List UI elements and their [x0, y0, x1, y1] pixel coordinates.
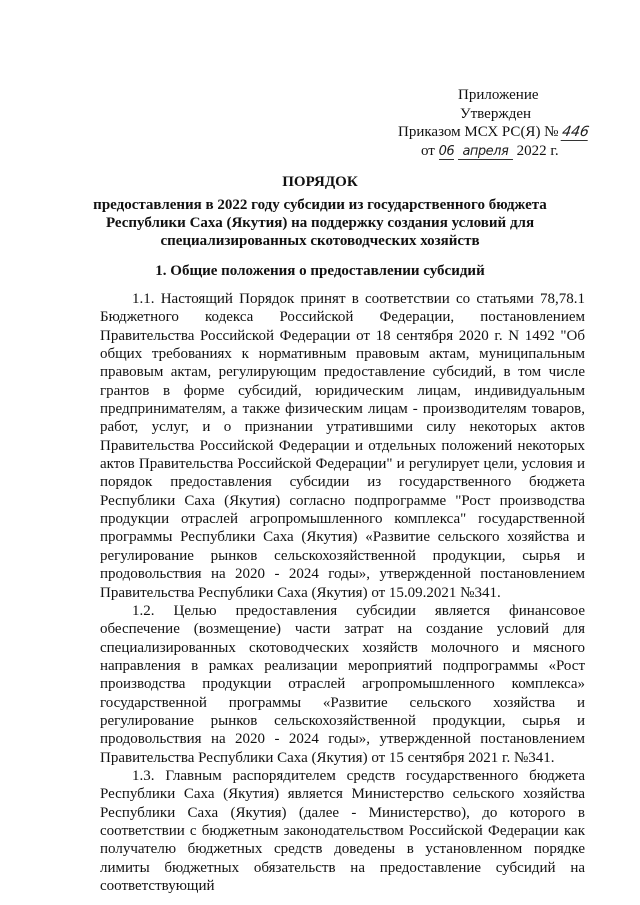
document-title: ПОРЯДОК — [282, 174, 358, 190]
date-day-handwritten: 06 — [438, 143, 455, 159]
document-subtitle-line-1: предоставления в 2022 году субсидии из государственного бюджета — [93, 197, 547, 213]
section-heading: 1. Общие положения о предоставлении субсидий — [155, 263, 485, 279]
date-month-handwritten: апреля — [458, 144, 513, 160]
paragraph-1-2: 1.2. Целью предоставления субсидии является финансовое обеспечение (возмещение) части затрат на создание условий для специализированных скотоводческих хозяйств молочного и мясного направления в рамках реализации мероприятий подпрограммы «Рост производства продукции отраслей агропромышленного комплекса» государственной программы «Развитие сельского хозяйства и регулирование рынков сельскохозяйственной продукции, сырья и продовольствия на 2020 - 2024 годы», утвержденной постановлением Правительства Республики Саха (Якутия) от 15 сентября 2021 г. №341. — [100, 602, 585, 766]
document-subtitle-line-3: специализированных скотоводческих хозяйств — [160, 233, 480, 249]
order-number-handwritten: 446 — [561, 124, 591, 140]
approval-block — [398, 86, 598, 160]
date-line — [398, 142, 598, 161]
paragraph-1-3: 1.3. Главным распорядителем средств государственного бюджета Республики Саха (Якутия) является Министерство сельского хозяйства Республики Саха (Якутия) (далее - Министерство), до которого в соответствии с бюджетным законодательством Российской Федерации как получателю бюджетных средств доведены в установленном порядке лимиты бюджетных обязательств на предоставление субсидий на соответствующий — [100, 767, 585, 894]
paragraph-1-1: 1.1. Настоящий Порядок принят в соответствии со статьями 78,78.1 Бюджетного кодекса Российской Федерации, постановлением Правительства Российской Федерации от 18 сентября 2020 г. N 1492 "Об общих требованиях к нормативным правовым актам, муниципальным правовым актам, регулирующим предоставление субсидий, в том числе грантов в форме субсидий, юридическим лицам, индивидуальным предпринимателям, а также физическим лицам - производителям товаров, работ, услуг, и о признании утратившими силу некоторых актов Правительства Российской Федерации и отдельных положений некоторых актов Правительства Российской Федерации" и регулирует цели, условия и порядок предоставления субсидии из государственного бюджета Республики Саха (Якутия) согласно подпрограмме "Рост производства продукции отраслей агропромышленного комплекса" государственной программы Республики Саха (Якутия) «Развитие сельского хозяйства и регулирование рынков сельскохозяйственной продукции, сырья и продовольствия на 2020 - 2024 годы», утвержденной постановлением Правительства Республики Саха (Якутия) от 15.09.2021 №341. — [100, 291, 585, 601]
approved-label: Утвержден — [460, 105, 532, 122]
document-subtitle-line-2: Республики Саха (Якутия) на поддержку создания условий для — [105, 215, 535, 231]
document-body — [100, 290, 585, 895]
date-year: 2022 г. — [516, 142, 559, 159]
order-line — [398, 123, 598, 142]
date-prefix: от — [421, 142, 435, 159]
order-prefix: Приказом МСХ РС(Я) № — [398, 124, 559, 140]
appendix-label: Приложение — [458, 87, 539, 103]
